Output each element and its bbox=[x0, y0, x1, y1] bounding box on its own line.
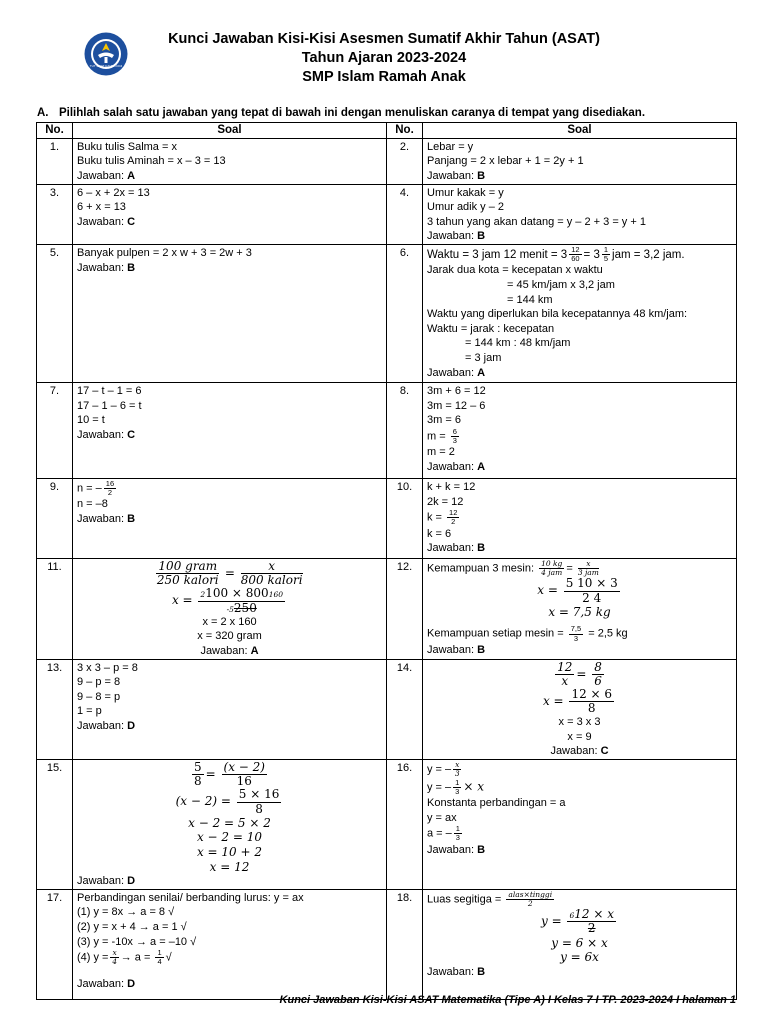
step-line: 10 = t bbox=[77, 414, 105, 427]
step-line: 3m = 6 bbox=[427, 414, 461, 427]
header-soal: Soal bbox=[73, 123, 387, 139]
question-number: 4. bbox=[387, 184, 423, 244]
table-row bbox=[37, 760, 737, 890]
answer-choice: C bbox=[127, 428, 136, 441]
equation: x = $\frac{12 \times 6}{8}$ bbox=[542, 686, 613, 716]
equation: x = $\frac{2100 \times 800160}{-5250}$ bbox=[171, 586, 284, 615]
table-row bbox=[37, 382, 737, 478]
equation: x − 2 = 10 bbox=[196, 830, 263, 845]
step-line: m = 2 bbox=[427, 446, 455, 459]
step-line: Waktu = 3 jam 12 menit = 3 $\frac{12}{60}$ = 3 $\frac{1}{5}$ jam = 3,2 jam. bbox=[427, 244, 685, 264]
step-line: = 144 km : 48 km/jam bbox=[465, 337, 571, 350]
table-row bbox=[37, 244, 737, 382]
step-line: = 3 jam bbox=[465, 352, 502, 365]
question-number: 3. bbox=[37, 184, 73, 244]
question-7 bbox=[73, 382, 387, 478]
question-number: 15. bbox=[37, 760, 73, 890]
fraction: $\frac{(x - 2)}{16}$ bbox=[223, 760, 265, 789]
step-line: 6 + x = 13 bbox=[77, 201, 126, 214]
fraction: $\frac{5 10 \times 3}{2 4}$ bbox=[565, 576, 618, 605]
step-line: Luas segitiga = $\frac{\text{alas×tinggi}}{2}$ bbox=[427, 889, 553, 908]
answer-line: Jawaban: A bbox=[77, 169, 136, 182]
fraction: $\frac{16}{2}$ bbox=[105, 478, 115, 498]
question-number: 17. bbox=[37, 889, 73, 999]
step-line: Umur kakak = y bbox=[427, 186, 504, 199]
question-17 bbox=[73, 889, 387, 999]
answer-line: Jawaban: B bbox=[427, 843, 486, 856]
step-line: n = – $\frac{16}{2}$ bbox=[77, 478, 115, 498]
step-line: y = – $\frac{1}{3}$ × x bbox=[427, 777, 484, 796]
fraction: $\frac{6}{3}$ bbox=[452, 426, 457, 445]
step-line: k + k = 12 bbox=[427, 480, 476, 493]
question-number: 16. bbox=[387, 760, 423, 890]
fraction: $\frac{8}{6}$ bbox=[594, 659, 602, 688]
tut-wuri-handayani-logo bbox=[83, 31, 129, 77]
table-row bbox=[37, 558, 737, 659]
question-number: 1. bbox=[37, 138, 73, 184]
step-line: (1) y = 8x → a = 8 √ bbox=[77, 906, 175, 919]
table-row bbox=[37, 889, 737, 999]
answer-line: Jawaban: B bbox=[77, 513, 136, 526]
step-line: 17 – t – 1 = 6 bbox=[77, 384, 142, 397]
step-line: = 144 km bbox=[507, 293, 553, 306]
question-12 bbox=[423, 558, 737, 659]
step-line: 2k = 12 bbox=[427, 495, 464, 508]
question-4 bbox=[423, 184, 737, 244]
equation: (x − 2) = $\frac{5 \times 16}{8}$ bbox=[175, 787, 280, 816]
fraction: $\frac{1}{3}$ bbox=[455, 777, 460, 796]
step-line: 3 tahun yang akan datang = y – 2 + 3 = y + 1 bbox=[427, 215, 646, 228]
step-line: 3m = 12 – 6 bbox=[427, 399, 486, 412]
question-3 bbox=[73, 184, 387, 244]
question-number: 12. bbox=[387, 558, 423, 659]
question-13 bbox=[73, 659, 387, 760]
svg-text:TUT WURI HANDAYANI: TUT WURI HANDAYANI bbox=[89, 64, 123, 68]
instruction-text: Pilihlah salah satu jawaban yang tepat di bawah ini dengan menuliskan caranya di tempat yang disediakan. bbox=[59, 107, 646, 119]
step-line: x = 320 gram bbox=[197, 630, 262, 643]
answer-line: Jawaban: D bbox=[77, 719, 136, 732]
answer-choice: B bbox=[477, 169, 486, 182]
answer-choice: B bbox=[477, 965, 486, 978]
step-line: x = 9 bbox=[567, 730, 592, 743]
page-footer: Kunci Jawaban Kisi-Kisi ASAT Matematika (Tipe A) I Kelas 7 I TP. 2023-2024 I halaman 1 bbox=[279, 994, 736, 1006]
question-8 bbox=[423, 382, 737, 478]
header-soal: Soal bbox=[423, 123, 737, 139]
step-line: a = – $\frac{1}{3}$ bbox=[427, 824, 460, 843]
step-line: Konstanta perbandingan = a bbox=[427, 797, 566, 810]
step-line: 9 – p = 8 bbox=[77, 676, 121, 689]
question-number: 2. bbox=[387, 138, 423, 184]
question-14 bbox=[423, 659, 737, 760]
equation: $\frac{12}{x}$ = $\frac{8}{6}$ bbox=[557, 659, 602, 688]
answer-line: Jawaban: C bbox=[77, 428, 136, 441]
question-15 bbox=[73, 760, 387, 890]
step-line: Waktu = jarak : kecepatan bbox=[427, 322, 555, 335]
answer-line: Jawaban: B bbox=[427, 643, 486, 656]
fraction: $\frac{5}{8}$ bbox=[194, 760, 202, 789]
question-number: 6. bbox=[387, 244, 423, 382]
step-line: 1 = p bbox=[77, 705, 102, 718]
question-11 bbox=[73, 558, 387, 659]
question-10 bbox=[423, 478, 737, 558]
question-16 bbox=[423, 760, 737, 890]
answer-choice: D bbox=[127, 719, 136, 732]
answer-line: Jawaban: B bbox=[427, 965, 486, 978]
step-line: Kemampuan 3 mesin: $\frac{10 kg}{\text{4 jam}}$ = $\frac{x}{\text{3 jam}}$ bbox=[427, 558, 599, 578]
header-school: SMP Islam Ramah Anak bbox=[302, 69, 466, 85]
answer-line: Jawaban: B bbox=[77, 261, 136, 274]
fraction: $\frac{x}{3}$ bbox=[454, 760, 460, 779]
answer-line: Jawaban: B bbox=[427, 169, 486, 182]
header-no: No. bbox=[387, 123, 423, 139]
step-line: x = 3 x 3 bbox=[558, 716, 601, 729]
answer-choice: D bbox=[127, 875, 136, 888]
answer-choice: B bbox=[477, 230, 486, 243]
step-line: k = $\frac{12}{2}$ bbox=[427, 508, 458, 527]
answer-line: Jawaban: D bbox=[77, 977, 136, 990]
answer-choice: B bbox=[127, 513, 136, 526]
step-line: Panjang = 2 x lebar + 1 = 2y + 1 bbox=[427, 155, 584, 168]
answer-choice: A bbox=[250, 644, 259, 657]
table-row bbox=[37, 659, 737, 760]
document-header bbox=[130, 30, 638, 87]
equation: x − 2 = 5 × 2 bbox=[188, 815, 271, 830]
fraction: $\frac{1}{5}$ bbox=[603, 244, 609, 264]
step-line: Perbandingan senilai/ berbanding lurus: y = ax bbox=[77, 891, 304, 904]
header-title: Kunci Jawaban Kisi-Kisi Asesmen Sumatif Akhir Tahun (ASAT) bbox=[168, 31, 600, 47]
question-6 bbox=[423, 244, 737, 382]
step-line: Lebar = y bbox=[427, 140, 474, 153]
step-line: (2) y = x + 4 → a = 1 √ bbox=[77, 920, 187, 933]
equation: y = 6x bbox=[560, 950, 599, 965]
answer-line: Jawaban: D bbox=[77, 875, 136, 888]
answer-choice: B bbox=[477, 643, 486, 656]
step-line: x = 7,5 kg bbox=[548, 604, 611, 619]
fraction: $\frac{x}{4}$ bbox=[112, 948, 117, 967]
question-number: 8. bbox=[387, 382, 423, 478]
step-line: Jarak dua kota = kecepatan x waktu bbox=[427, 264, 603, 277]
fraction: $\frac{12}{60}$ bbox=[571, 244, 580, 264]
question-18 bbox=[423, 889, 737, 999]
answer-choice: A bbox=[127, 169, 136, 182]
fraction: $\frac{x}{\text{3 jam}}$ bbox=[577, 558, 599, 578]
equation: $\frac{5}{8}$ = $\frac{(x - 2)}{16}$ bbox=[194, 760, 265, 789]
step-line: Buku tulis Salma = x bbox=[77, 140, 177, 153]
answer-choice: A bbox=[477, 366, 486, 379]
step-line: Waktu yang diperlukan bila kecepatannya 48 km/jam: bbox=[427, 308, 688, 321]
equation: x = 12 bbox=[209, 859, 250, 874]
equation: y = 6 × x bbox=[551, 935, 608, 950]
step-line: Buku tulis Aminah = x – 3 = 13 bbox=[77, 155, 226, 168]
step-line: y = ax bbox=[427, 811, 457, 824]
header-year: Tahun Ajaran 2023-2024 bbox=[301, 50, 467, 66]
answer-choice: B bbox=[477, 542, 486, 555]
section-instruction bbox=[37, 107, 757, 119]
step-line: 3 x 3 – p = 8 bbox=[77, 661, 138, 674]
answer-line: Jawaban: A bbox=[200, 644, 259, 657]
fraction: $\frac{612 \times x}{2}$ bbox=[569, 907, 614, 936]
question-number: 7. bbox=[37, 382, 73, 478]
answer-choice: D bbox=[127, 977, 136, 990]
fraction: $\frac{7,5}{3}$ bbox=[570, 624, 582, 643]
step-line: 17 – 1 – 6 = t bbox=[77, 399, 142, 412]
step-line: n = –8 bbox=[77, 498, 108, 511]
step-line: k = 6 bbox=[427, 527, 452, 540]
fraction: $\frac{x}{\text{800 kalori}}$ bbox=[240, 558, 303, 588]
question-number: 11. bbox=[37, 558, 73, 659]
answer-line: Jawaban: B bbox=[427, 230, 486, 243]
answer-choice: C bbox=[127, 215, 136, 228]
section-label: A. bbox=[37, 107, 49, 119]
step-line: Banyak pulpen = 2 x w + 3 = 2w + 3 bbox=[77, 246, 252, 259]
answer-choice: B bbox=[477, 843, 486, 856]
step-line: (3) y = -10x → a = –10 √ bbox=[77, 935, 197, 948]
fraction: $\frac{\text{100 gram}}{\text{250 kalori}}$ bbox=[156, 558, 219, 588]
step-line: 9 – 8 = p bbox=[77, 690, 121, 703]
table-row bbox=[37, 478, 737, 558]
answer-line: Jawaban: C bbox=[77, 215, 136, 228]
question-number: 9. bbox=[37, 478, 73, 558]
question-9 bbox=[73, 478, 387, 558]
step-line: (4) y = $\frac{x}{4}$ → a = $\frac{1}{4}$ √ bbox=[77, 948, 172, 967]
answer-line: Jawaban: B bbox=[427, 542, 486, 555]
question-number: 14. bbox=[387, 659, 423, 760]
fraction: $\frac{\text{alas×tinggi}}{2}$ bbox=[508, 889, 553, 908]
answer-line: Jawaban: A bbox=[427, 366, 486, 379]
table-row bbox=[37, 138, 737, 184]
step-line: 3m + 6 = 12 bbox=[427, 384, 486, 397]
answer-choice: B bbox=[127, 261, 136, 274]
equation: y = $\frac{612 \times x}{2}$ bbox=[541, 907, 614, 936]
step-line: Umur adik y – 2 bbox=[427, 201, 505, 214]
fraction: $\frac{12 \times 6}{8}$ bbox=[571, 686, 613, 716]
question-5 bbox=[73, 244, 387, 382]
equation: x = $\frac{5 10 \times 3}{2 4}$ bbox=[537, 576, 618, 605]
fraction: $\frac{1}{3}$ bbox=[455, 824, 460, 843]
step-line: 6 – x + 2x = 13 bbox=[77, 186, 150, 199]
answer-choice: A bbox=[477, 460, 486, 473]
step-line: Kemampuan setiap mesin = $\frac{7,5}{3}$ = 2,5 kg bbox=[427, 624, 628, 643]
answer-choice: C bbox=[600, 745, 609, 758]
fraction: $\frac{12}{2}$ bbox=[449, 508, 458, 527]
step-line: x = 2 x 160 bbox=[202, 615, 257, 628]
equation: $\frac{\text{100 gram}}{\text{250 kalori}}$ = $\frac{x}{\text{800 kalori}}$ bbox=[156, 558, 303, 588]
equation: x = 10 + 2 bbox=[196, 844, 263, 859]
answer-line: Jawaban: C bbox=[550, 745, 609, 758]
header-no: No. bbox=[37, 123, 73, 139]
question-2 bbox=[423, 138, 737, 184]
fraction: $\frac{1}{4}$ bbox=[157, 948, 162, 967]
table-header-row bbox=[37, 123, 737, 139]
answer-line: Jawaban: A bbox=[427, 460, 486, 473]
question-number: 18. bbox=[387, 889, 423, 999]
question-number: 10. bbox=[387, 478, 423, 558]
fraction: $\frac{5 \times 16}{8}$ bbox=[238, 787, 280, 816]
answer-key-table bbox=[36, 122, 737, 1000]
step-line: = 45 km/jam x 3,2 jam bbox=[507, 279, 615, 292]
fraction: $\frac{2100 \times 800160}{-5250}$ bbox=[200, 586, 284, 615]
step-line: m = $\frac{6}{3}$ bbox=[427, 426, 457, 445]
question-1 bbox=[73, 138, 387, 184]
table-row bbox=[37, 184, 737, 244]
fraction: $\frac{12}{x}$ bbox=[557, 659, 573, 688]
question-number: 13. bbox=[37, 659, 73, 760]
fraction: $\frac{10 kg}{\text{4 jam}}$ bbox=[541, 558, 563, 578]
step-line: y = – $\frac{x}{3}$ bbox=[427, 760, 460, 779]
question-number: 5. bbox=[37, 244, 73, 382]
